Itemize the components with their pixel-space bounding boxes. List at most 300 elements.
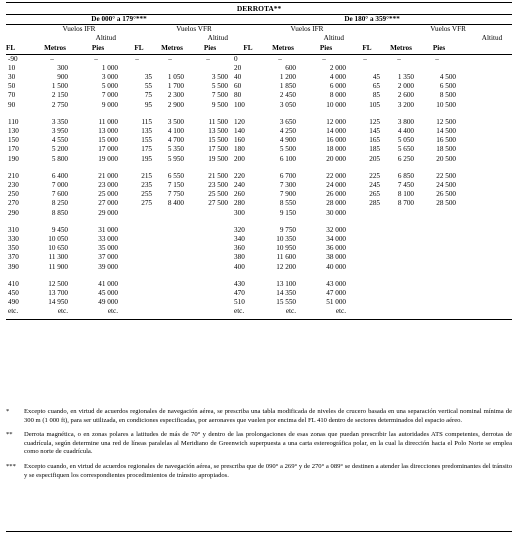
east-cell: 4 700 xyxy=(167,136,184,145)
east-cell xyxy=(188,263,232,272)
east-cell xyxy=(122,280,156,289)
east-cell: – xyxy=(168,54,172,63)
west-cell: 11 600 xyxy=(276,253,296,262)
table-row xyxy=(6,289,512,298)
west-cell: 1 200 xyxy=(279,73,296,82)
table-row xyxy=(6,307,512,316)
east-cell: 7 000 xyxy=(101,91,118,100)
cruising-levels-table xyxy=(6,2,512,320)
east-cell: 310 xyxy=(8,225,19,234)
table-row xyxy=(6,298,512,307)
west-cell xyxy=(350,235,384,244)
east-cell: 235 xyxy=(141,181,152,190)
east-cell: 12 500 xyxy=(48,279,68,288)
west-cell: 225 xyxy=(369,171,380,180)
west-cell: 300 xyxy=(234,208,245,217)
east-cell: 2 150 xyxy=(51,91,68,100)
west-cell: 5 500 xyxy=(279,145,296,154)
east-cell: 19 000 xyxy=(98,154,118,163)
west-cell: 20 xyxy=(234,63,242,72)
west-cell: 26 000 xyxy=(326,190,346,199)
west-cell: 140 xyxy=(234,127,245,136)
west-cell: 24 000 xyxy=(326,181,346,190)
west-cell: 340 xyxy=(234,235,245,244)
west-cell: 1 850 xyxy=(279,82,296,91)
table-row xyxy=(6,73,512,82)
west-cell: 18 500 xyxy=(436,145,456,154)
west-cell xyxy=(350,289,384,298)
east-cell: – xyxy=(94,54,98,63)
west-cell xyxy=(384,289,418,298)
footnote-marker: *** xyxy=(6,462,16,470)
west-cell xyxy=(418,64,460,73)
east-cell: 41 000 xyxy=(98,279,118,288)
east-cell xyxy=(188,253,232,262)
east-cell: 7 000 xyxy=(51,181,68,190)
east-cell: 45 000 xyxy=(98,289,118,298)
east-cell: 17 500 xyxy=(208,145,228,154)
west-cell: 200 xyxy=(234,154,245,163)
west-cell: 6 250 xyxy=(397,154,414,163)
east-cell: – xyxy=(50,54,54,63)
west-cell xyxy=(418,253,460,262)
east-cell xyxy=(188,280,232,289)
west-cell xyxy=(418,226,460,235)
east-cell: 49 000 xyxy=(98,298,118,307)
west-cell xyxy=(384,307,418,316)
east-cell xyxy=(188,209,232,218)
east-cell: 35 000 xyxy=(98,244,118,253)
east-cell xyxy=(156,244,188,253)
table-bottom-rule xyxy=(6,317,512,320)
west-cell: 8 700 xyxy=(397,199,414,208)
ifr-label-east: Vuelos IFR xyxy=(62,25,96,34)
west-cell: 0 xyxy=(234,54,238,63)
east-cell: 490 xyxy=(8,298,19,307)
east-cell: 370 xyxy=(8,253,19,262)
west-cell xyxy=(350,307,384,316)
west-cell: 360 xyxy=(234,244,245,253)
west-cell: 165 xyxy=(369,136,380,145)
west-cell xyxy=(384,253,418,262)
west-cell: – xyxy=(397,54,401,63)
east-cell: 1 000 xyxy=(101,63,118,72)
east-cell: 11 900 xyxy=(48,262,68,271)
west-cell: 3 650 xyxy=(279,117,296,126)
west-cell xyxy=(384,209,418,218)
east-cell xyxy=(122,253,156,262)
east-cell: 10 xyxy=(8,63,16,72)
east-cell: 4 550 xyxy=(51,136,68,145)
west-cell: 240 xyxy=(234,181,245,190)
east-cell: 2 300 xyxy=(167,91,184,100)
footnote-text: Excepto cuando, en virtud de acuerdos regionales de navegación aérea, se prescriba que de 090° a 269° y de 270° a 089° se destinen a atender las direcciones predominantes del tránsito y se especifiquen los correspondientes procedimientos de tránsito apropiados. xyxy=(24,462,512,479)
west-cell xyxy=(350,263,384,272)
footnote xyxy=(6,431,512,457)
west-cell: 10 500 xyxy=(436,100,456,109)
east-cell xyxy=(156,226,188,235)
altitud-label-ifr-west: Altitud xyxy=(323,34,344,43)
east-cell: 70 xyxy=(8,91,16,100)
west-cell: 80 xyxy=(234,91,242,100)
west-cell: 320 xyxy=(234,225,245,234)
west-cell xyxy=(384,298,418,307)
east-cell: 7 150 xyxy=(167,181,184,190)
east-cell xyxy=(188,244,232,253)
east-cell: 7 600 xyxy=(51,190,68,199)
west-cell: 38 000 xyxy=(326,253,346,262)
ifr-label-west: Vuelos IFR xyxy=(290,25,324,34)
east-cell xyxy=(122,289,156,298)
east-cell: 33 000 xyxy=(98,235,118,244)
west-cell: 30 000 xyxy=(326,208,346,217)
west-cell: 47 000 xyxy=(326,289,346,298)
row-gap xyxy=(6,110,512,118)
west-cell: 18 000 xyxy=(326,145,346,154)
east-cell: 175 xyxy=(141,145,152,154)
table-row xyxy=(6,190,512,199)
table-row xyxy=(6,235,512,244)
east-cell: 7 500 xyxy=(211,91,228,100)
east-cell xyxy=(156,307,188,316)
range-west-header: De 180° a 359°*** xyxy=(344,15,400,23)
vfr-label-west: Vuelos VFR xyxy=(430,25,466,34)
west-cell: 20 500 xyxy=(436,154,456,163)
east-cell: 10 050 xyxy=(48,235,68,244)
west-cell: 13 100 xyxy=(276,279,296,288)
west-cell: 100 xyxy=(234,100,245,109)
east-cell: 195 xyxy=(141,154,152,163)
east-cell: 30 xyxy=(8,73,16,82)
east-cell: 330 xyxy=(8,235,19,244)
footnote-text: Derrota magnética, o en zonas polares a latitudes de más de 70° y dentro de las prolongaciones de esas zonas que puedan prescribir las autoridades ATS competentes, derrotas de cuadrícula, según determine una red de líneas paralelas al Meridiano de Greenwich superpuesta a una carta estereográfica polar, en la cual la dirección hacia el Polo Norte se emplea como norte de cuadrícula. xyxy=(24,431,512,456)
west-cell: 34 000 xyxy=(326,235,346,244)
west-cell: 3 800 xyxy=(397,117,414,126)
east-cell: 8 250 xyxy=(51,199,68,208)
west-cell: 10 950 xyxy=(276,244,296,253)
table-row xyxy=(6,155,512,164)
west-cell: 260 xyxy=(234,190,245,199)
west-cell: 7 900 xyxy=(279,190,296,199)
east-cell xyxy=(156,263,188,272)
east-cell xyxy=(188,226,232,235)
west-cell xyxy=(350,209,384,218)
west-cell: 470 xyxy=(234,289,245,298)
east-cell xyxy=(156,209,188,218)
east-cell: 23 000 xyxy=(98,181,118,190)
col-fl: FL xyxy=(350,44,384,55)
east-cell xyxy=(156,298,188,307)
table-row xyxy=(6,280,512,289)
west-cell: 400 xyxy=(234,262,245,271)
col-metros: Metros xyxy=(264,44,302,55)
east-cell: 19 500 xyxy=(208,154,228,163)
west-cell: 6 850 xyxy=(397,171,414,180)
west-cell xyxy=(418,289,460,298)
east-cell: 5 950 xyxy=(167,154,184,163)
west-cell: 60 xyxy=(234,82,242,91)
west-cell: 1 350 xyxy=(397,73,414,82)
col-metros: Metros xyxy=(156,44,188,55)
west-cell: 12 500 xyxy=(436,117,456,126)
east-cell xyxy=(156,235,188,244)
table-row xyxy=(6,181,512,190)
west-cell: 430 xyxy=(234,279,245,288)
east-cell: 9 500 xyxy=(211,100,228,109)
east-cell: 290 xyxy=(8,208,19,217)
west-cell: 28 500 xyxy=(436,199,456,208)
east-cell: 25 500 xyxy=(208,190,228,199)
west-cell: 10 000 xyxy=(326,100,346,109)
west-cell: 6 100 xyxy=(279,154,296,163)
west-cell: 12 000 xyxy=(326,117,346,126)
west-cell: 160 xyxy=(234,136,245,145)
bottom-rule xyxy=(6,531,512,532)
footnote-marker: ** xyxy=(6,431,13,439)
east-cell xyxy=(156,64,188,73)
east-cell xyxy=(188,235,232,244)
west-cell: 7 450 xyxy=(397,181,414,190)
east-cell: 1 050 xyxy=(167,73,184,82)
east-cell: etc. xyxy=(8,307,19,316)
east-cell: 6 550 xyxy=(167,171,184,180)
table-row xyxy=(6,226,512,235)
west-cell: 380 xyxy=(234,253,245,262)
east-cell: 5 500 xyxy=(211,82,228,91)
east-cell: 27 000 xyxy=(98,199,118,208)
east-cell: 5 000 xyxy=(101,82,118,91)
west-cell: 85 xyxy=(372,91,380,100)
east-cell: -90 xyxy=(8,54,18,63)
table-row xyxy=(6,101,512,110)
west-cell xyxy=(384,64,418,73)
east-cell: 155 xyxy=(141,136,152,145)
west-cell: 145 xyxy=(369,127,380,136)
west-cell: 120 xyxy=(234,117,245,126)
west-cell: 14 350 xyxy=(276,289,296,298)
west-cell: 4 400 xyxy=(397,127,414,136)
west-cell xyxy=(384,280,418,289)
west-cell xyxy=(350,280,384,289)
west-cell: 43 000 xyxy=(326,279,346,288)
east-cell: 3 350 xyxy=(51,117,68,126)
east-cell: 13 000 xyxy=(98,127,118,136)
east-cell: 8 850 xyxy=(51,208,68,217)
west-cell: 185 xyxy=(369,145,380,154)
east-cell: 115 xyxy=(141,117,152,126)
west-cell: 6 700 xyxy=(279,171,296,180)
west-cell: 6 500 xyxy=(439,82,456,91)
east-cell: 21 500 xyxy=(208,171,228,180)
west-cell: etc. xyxy=(285,307,296,316)
east-cell: 3 000 xyxy=(101,73,118,82)
east-cell: 250 xyxy=(8,190,19,199)
cruising-levels-page xyxy=(6,2,512,320)
east-cell xyxy=(156,253,188,262)
east-cell: 3 500 xyxy=(167,117,184,126)
east-cell: 50 xyxy=(8,82,16,91)
east-cell xyxy=(122,209,156,218)
east-cell: 2 900 xyxy=(167,100,184,109)
east-cell: 3 950 xyxy=(51,127,68,136)
west-cell: 4 500 xyxy=(439,73,456,82)
west-cell: 8 100 xyxy=(397,190,414,199)
west-cell: 14 000 xyxy=(326,127,346,136)
east-cell: 29 000 xyxy=(98,208,118,217)
east-cell: 7 750 xyxy=(167,190,184,199)
west-cell: 280 xyxy=(234,199,245,208)
east-cell: etc. xyxy=(57,307,68,316)
west-cell: 26 500 xyxy=(436,190,456,199)
west-cell: 205 xyxy=(369,154,380,163)
east-cell: 900 xyxy=(57,73,68,82)
west-cell: 5 050 xyxy=(397,136,414,145)
east-cell: 75 xyxy=(144,91,152,100)
east-cell: 210 xyxy=(8,171,19,180)
east-cell: – xyxy=(206,54,210,63)
west-cell: 12 200 xyxy=(276,262,296,271)
west-cell: – xyxy=(322,54,326,63)
west-cell: 8 550 xyxy=(279,199,296,208)
col-fl: FL xyxy=(122,44,156,55)
east-cell: 17 000 xyxy=(98,145,118,154)
west-cell: 5 650 xyxy=(397,145,414,154)
west-cell: 105 xyxy=(369,100,380,109)
col-pies: Pies xyxy=(74,44,122,55)
west-cell xyxy=(384,263,418,272)
west-cell: 51 000 xyxy=(326,298,346,307)
west-cell: 510 xyxy=(234,298,245,307)
west-cell: 65 xyxy=(372,82,380,91)
west-cell: 600 xyxy=(285,63,296,72)
west-cell: 6 000 xyxy=(329,82,346,91)
east-cell: etc. xyxy=(107,307,118,316)
east-cell: 130 xyxy=(8,127,19,136)
west-cell: 20 000 xyxy=(326,154,346,163)
east-cell: 275 xyxy=(141,199,152,208)
west-cell: 10 350 xyxy=(276,235,296,244)
east-cell xyxy=(122,298,156,307)
west-cell xyxy=(384,244,418,253)
east-cell: 215 xyxy=(141,171,152,180)
east-cell: 21 000 xyxy=(98,171,118,180)
west-cell: 4 000 xyxy=(329,73,346,82)
west-cell: 36 000 xyxy=(326,244,346,253)
col-pies: Pies xyxy=(418,44,460,55)
east-cell: 15 000 xyxy=(98,136,118,145)
east-cell: 23 500 xyxy=(208,181,228,190)
east-cell: 39 000 xyxy=(98,262,118,271)
east-cell: 15 500 xyxy=(208,136,228,145)
west-cell: 9 150 xyxy=(279,208,296,217)
east-cell: 27 500 xyxy=(208,199,228,208)
east-cell xyxy=(122,307,156,316)
west-cell: 4 900 xyxy=(279,136,296,145)
east-cell: 190 xyxy=(8,154,19,163)
footnote xyxy=(6,408,512,425)
east-cell: 90 xyxy=(8,100,16,109)
west-cell: 2 600 xyxy=(397,91,414,100)
west-cell xyxy=(350,298,384,307)
west-cell: 4 250 xyxy=(279,127,296,136)
footnote xyxy=(6,463,512,480)
east-cell: 1 500 xyxy=(51,82,68,91)
table-row xyxy=(6,244,512,253)
footnotes xyxy=(6,408,512,486)
east-cell: 8 400 xyxy=(167,199,184,208)
table-title: DERROTA** xyxy=(6,3,512,15)
west-cell xyxy=(350,244,384,253)
col-metros: Metros xyxy=(36,44,74,55)
col-pies: Pies xyxy=(188,44,232,55)
east-cell xyxy=(156,280,188,289)
west-cell: 40 000 xyxy=(326,262,346,271)
west-cell: 28 000 xyxy=(326,199,346,208)
east-cell: 13 700 xyxy=(48,289,68,298)
west-cell: 15 550 xyxy=(276,298,296,307)
west-cell: 2 000 xyxy=(329,63,346,72)
east-cell: 6 400 xyxy=(51,171,68,180)
west-cell: 265 xyxy=(369,190,380,199)
table-row xyxy=(6,54,512,64)
table-row xyxy=(6,209,512,218)
table-row xyxy=(6,118,512,127)
table-row xyxy=(6,127,512,136)
east-cell: 10 650 xyxy=(48,244,68,253)
east-cell xyxy=(122,226,156,235)
table-row xyxy=(6,172,512,181)
west-cell: 180 xyxy=(234,145,245,154)
west-cell xyxy=(384,226,418,235)
west-cell xyxy=(418,280,460,289)
east-cell: 9 000 xyxy=(101,100,118,109)
row-gap xyxy=(6,272,512,280)
west-cell: 2 450 xyxy=(279,91,296,100)
west-cell xyxy=(384,235,418,244)
east-cell: 35 xyxy=(144,73,152,82)
col-fl: FL xyxy=(232,44,264,55)
west-cell: 45 xyxy=(372,73,380,82)
west-cell: – xyxy=(278,54,282,63)
east-cell: – xyxy=(135,54,139,63)
west-cell: 2 000 xyxy=(397,82,414,91)
west-cell xyxy=(418,298,460,307)
west-cell: 8 000 xyxy=(329,91,346,100)
west-cell: 9 750 xyxy=(279,225,296,234)
west-cell: 14 500 xyxy=(436,127,456,136)
east-cell xyxy=(188,64,232,73)
east-cell: 230 xyxy=(8,181,19,190)
east-cell xyxy=(156,289,188,298)
altitud-label-vfr-east: Altitud xyxy=(207,34,228,43)
east-cell xyxy=(122,244,156,253)
east-cell: 300 xyxy=(57,63,68,72)
east-cell: 3 500 xyxy=(211,73,228,82)
west-cell xyxy=(350,64,384,73)
east-cell: 31 000 xyxy=(98,225,118,234)
range-east-header: De 000° a 179°*** xyxy=(91,15,147,23)
east-cell: 11 000 xyxy=(98,117,118,126)
altitud-label-vfr-west: Altitud xyxy=(481,34,503,43)
east-cell: 170 xyxy=(8,145,19,154)
east-cell: 4 100 xyxy=(167,127,184,136)
table-row xyxy=(6,253,512,262)
east-cell: 11 300 xyxy=(48,253,68,262)
east-cell: 37 000 xyxy=(98,253,118,262)
col-metros: Metros xyxy=(384,44,418,55)
west-cell: 220 xyxy=(234,171,245,180)
col-fl: FL xyxy=(6,44,36,55)
